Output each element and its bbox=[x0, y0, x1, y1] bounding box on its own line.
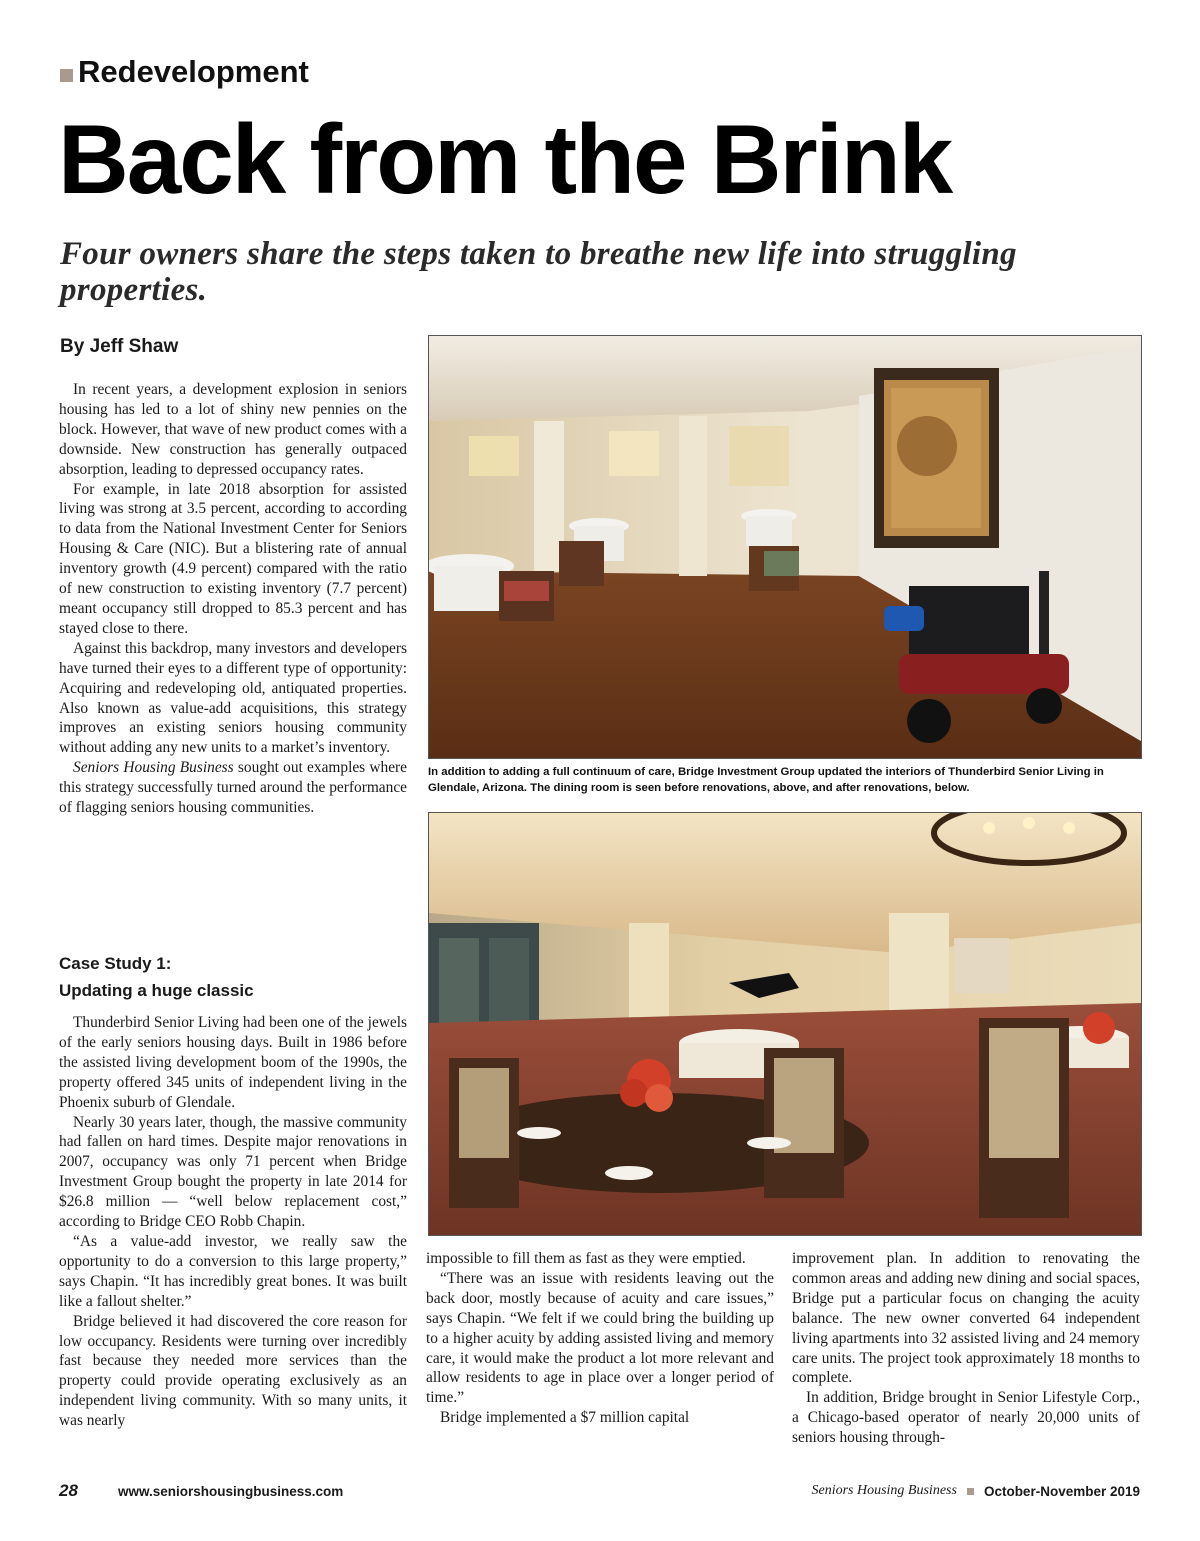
photo-dining-room-before bbox=[428, 335, 1142, 759]
article-column-1-bottom bbox=[59, 1013, 407, 1431]
section-square-icon bbox=[60, 69, 73, 82]
body-paragraph: Bridge implemented a $7 million capital bbox=[440, 1409, 690, 1427]
body-paragraph-text: sought out examples where this strategy successfully turned around the performance of flagging seniors housing communities. bbox=[59, 759, 407, 817]
publication-name-inline: Seniors Housing Business bbox=[73, 759, 234, 777]
footer-publication-info bbox=[811, 1480, 1140, 1502]
headline: Back from the Brink bbox=[58, 104, 952, 214]
photo-before-image bbox=[429, 336, 1141, 758]
body-paragraph: “As a value-add investor, we really saw the opportunity to do a conversion to this large property,” says Chapin. “It has incredibly great bones. It was built like a fallout shelter.” bbox=[59, 1232, 407, 1310]
body-paragraph: Thunderbird Senior Living had been one of the jewels of the early seniors housing days. Built in 1986 before the assisted living development boom of the 1990s, the property offered 345 units of independent living in the Phoenix suburb of Glendale. bbox=[59, 1014, 407, 1111]
body-paragraph-continued: improvement plan. In addition to renovating the common areas and adding new dining and social spaces, Bridge put a particular focus on changing the acuity balance. The new owner converted 64 independent living apartments into 32 assisted living and 24 memory care units. The project took approximately 18 months to complete. bbox=[792, 1250, 1140, 1387]
body-paragraph: In addition, Bridge brought in Senior Lifestyle Corp., a Chicago-based operator of nearly 20,000 units of seniors housing through- bbox=[792, 1389, 1140, 1447]
case-study-title: Updating a huge classic bbox=[59, 981, 254, 1000]
footer-issue-date: October-November 2019 bbox=[983, 1483, 1140, 1499]
photo-dining-room-after bbox=[428, 812, 1142, 1236]
body-paragraph bbox=[59, 758, 407, 818]
photo-caption: In addition to adding a full continuum of care, Bridge Investment Group updated the interiors of Thunderbird Senior Living in Glendale, Arizona. The dining room is seen before renovations, above, and after renovations, below. bbox=[428, 766, 1104, 794]
byline: By Jeff Shaw bbox=[60, 336, 179, 357]
body-paragraph: “There was an issue with residents leaving out the back door, mostly because of acuity and care issues,” says Chapin. “We felt if we could bring the building up to a higher acuity by adding assisted living and memory care, it would make the product a lot more relevant and allow residents to age in place over a longer period of time.” bbox=[426, 1269, 774, 1407]
section-tag bbox=[60, 52, 309, 92]
body-paragraph: For example, in late 2018 absorption for assisted living was strong at 3.5 percent, according to according to data from the National Investment Center for Seniors Housing & Care (NIC). But a blistering rate of annual inventory growth (4.9 percent) compared with the ratio of new construction to existing inventory (7.7 percent) meant occupancy still dropped to 85.3 percent and has stayed close to there. bbox=[59, 480, 407, 637]
footer-separator-square-icon bbox=[967, 1488, 974, 1495]
footer-publication-name: Seniors Housing Business bbox=[811, 1483, 957, 1498]
body-paragraph-continued: impossible to fill them as fast as they were emptied. bbox=[426, 1250, 746, 1267]
body-paragraph: Nearly 30 years later, though, the massive community had fallen on hard times. Despite major renovations in 2007, occupancy was only 71 percent when Bridge Investment Group bought the property in late 2014 for $26.8 million — “well below replacement cost,” according to Bridge CEO Robb Chapin. bbox=[59, 1113, 407, 1231]
case-study-number: Case Study 1: bbox=[59, 954, 172, 973]
article-column-2 bbox=[426, 1249, 774, 1428]
body-paragraph: In recent years, a development explosion in seniors housing has led to a lot of shiny new pennies on the block. However, that wave of new product comes with a downside. New construction has generally outpaced absorption, leading to depressed occupancy rates. bbox=[59, 381, 407, 478]
case-study-heading bbox=[59, 950, 407, 1004]
body-paragraph: Bridge believed it had discovered the core reason for low occupancy. Residents were turning over incredibly fast because they needed more services than the property could provide operating exclusively as an independent living community. With so many units, it was nearly bbox=[59, 1312, 407, 1430]
footer-url: www.seniorshousingbusiness.com bbox=[118, 1483, 344, 1499]
body-paragraph: Against this backdrop, many investors and developers have turned their eyes to a different type of opportunity: Acquiring and redeveloping old, antiquated properties. Also known as value-add acquisitions, this strategy improves an existing seniors housing community without adding any new units to a market’s inventory. bbox=[59, 639, 407, 757]
article-column-1-top bbox=[59, 380, 407, 818]
article-column-3 bbox=[792, 1249, 1140, 1448]
section-tag-label: Redevelopment bbox=[78, 54, 309, 89]
photo-after-image bbox=[429, 813, 1141, 1235]
deck: Four owners share the steps taken to breathe new life into struggling properties. bbox=[60, 236, 1017, 308]
page-number: 28 bbox=[59, 1481, 78, 1500]
